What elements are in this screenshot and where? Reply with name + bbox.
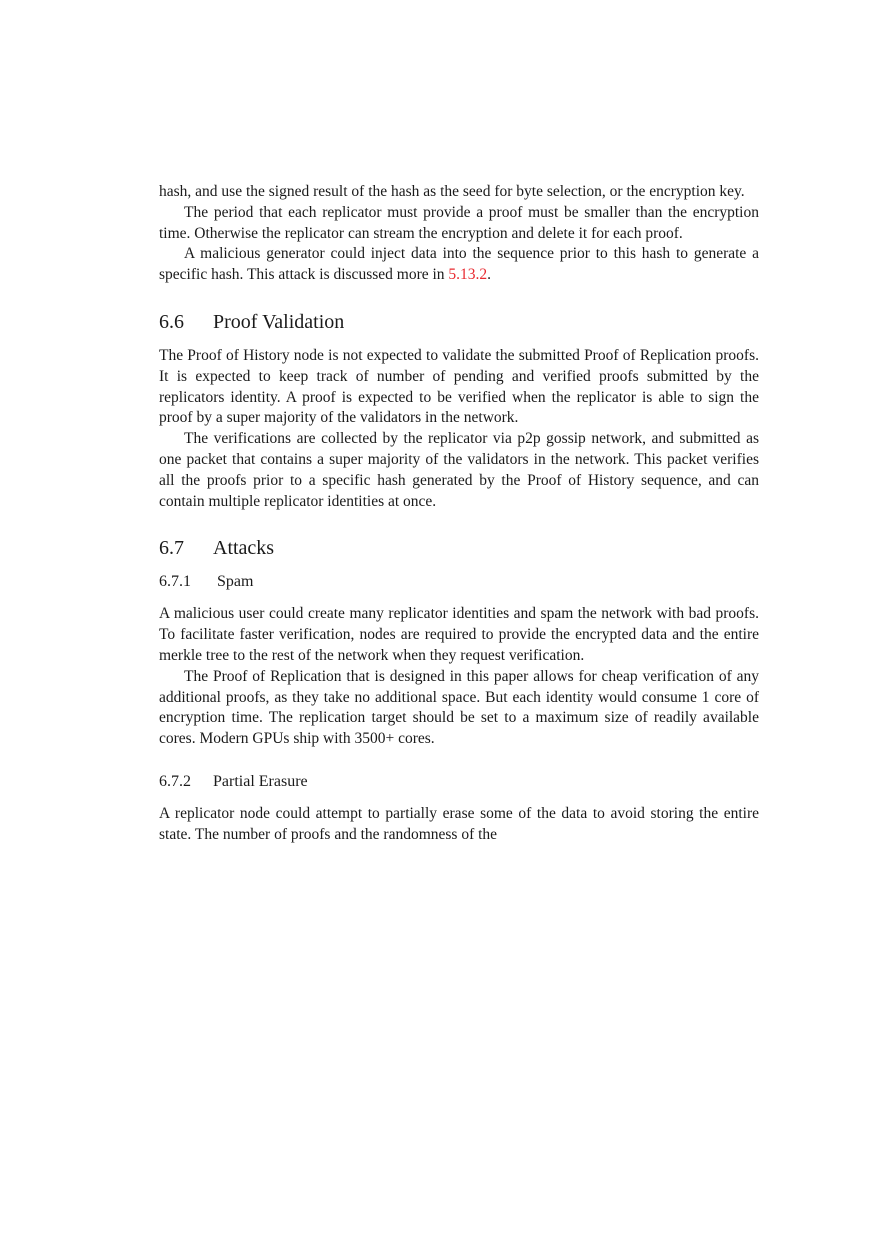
subsection-heading-spam [159, 572, 759, 592]
section-heading-attacks [159, 536, 759, 560]
intro-paragraph-1: hash, and use the signed result of the hash as the seed for byte selection, or the encryption key. [159, 183, 745, 200]
intro-paragraph-2: The period that each replicator must provide a proof must be smaller than the encryption time. Otherwise the replicator can stream the encryption and delete it for each proof. [159, 203, 759, 242]
spam-paragraph-2: The Proof of Replication that is designed in this paper allows for cheap verification of any additional proofs, as they take no additional space. But each identity would consume 1 core of encryption time. The replication target should be set to a maximum size of readily available cores. Modern GPUs ship with 3500+ cores. [159, 667, 759, 748]
proof-validation-paragraph-1: The Proof of History node is not expected to validate the submitted Proof of Replication proofs. It is expected to keep track of number of pending and verified proofs submitted by the replicators identity. A proof is expected to be verified when the replicator is able to sign the proof by a super majority of the validators in the network. [159, 346, 759, 427]
intro-paragraph-3-end: . [487, 266, 492, 284]
partial-erasure-paragraph-1: A replicator node could attempt to partially erase some of the data to avoid storing the entire state. The number of proofs and the randomness of the [159, 804, 759, 843]
section-number: 6.7 [159, 537, 184, 560]
subsection-number: 6.7.2 [159, 772, 191, 790]
page-content [159, 182, 759, 846]
subsection-heading-partial-erasure [159, 772, 759, 792]
section-title: Attacks [213, 537, 275, 560]
intro-paragraph-3 [159, 244, 759, 286]
subsection-number: 6.7.1 [159, 573, 191, 591]
intro-paragraph-3-text: A malicious generator could inject data into the sequence prior to this hash to generate a specific hash. This attack is discussed more in [159, 245, 759, 284]
section-reference-link[interactable]: 5.13.2 [448, 266, 488, 284]
subsection-title: Partial Erasure [213, 772, 308, 790]
section-title: Proof Validation [213, 310, 345, 333]
spam-paragraph-1: A malicious user could create many replicator identities and spam the network with bad proofs. To facilitate faster verification, nodes are required to provide the encrypted data and the entire merkle tree to the rest of the network when they request verification. [159, 605, 759, 664]
section-heading-proof-validation [159, 310, 759, 334]
section-number: 6.6 [159, 310, 184, 333]
subsection-title: Spam [217, 573, 254, 591]
proof-validation-paragraph-2: The verifications are collected by the replicator via p2p gossip network, and submitted as one packet that contains a super majority of the validators in the network. This packet verifies all the proofs prior to a specific hash generated by the Proof of History sequence, and can contain multiple replicator identities at once. [159, 430, 759, 510]
